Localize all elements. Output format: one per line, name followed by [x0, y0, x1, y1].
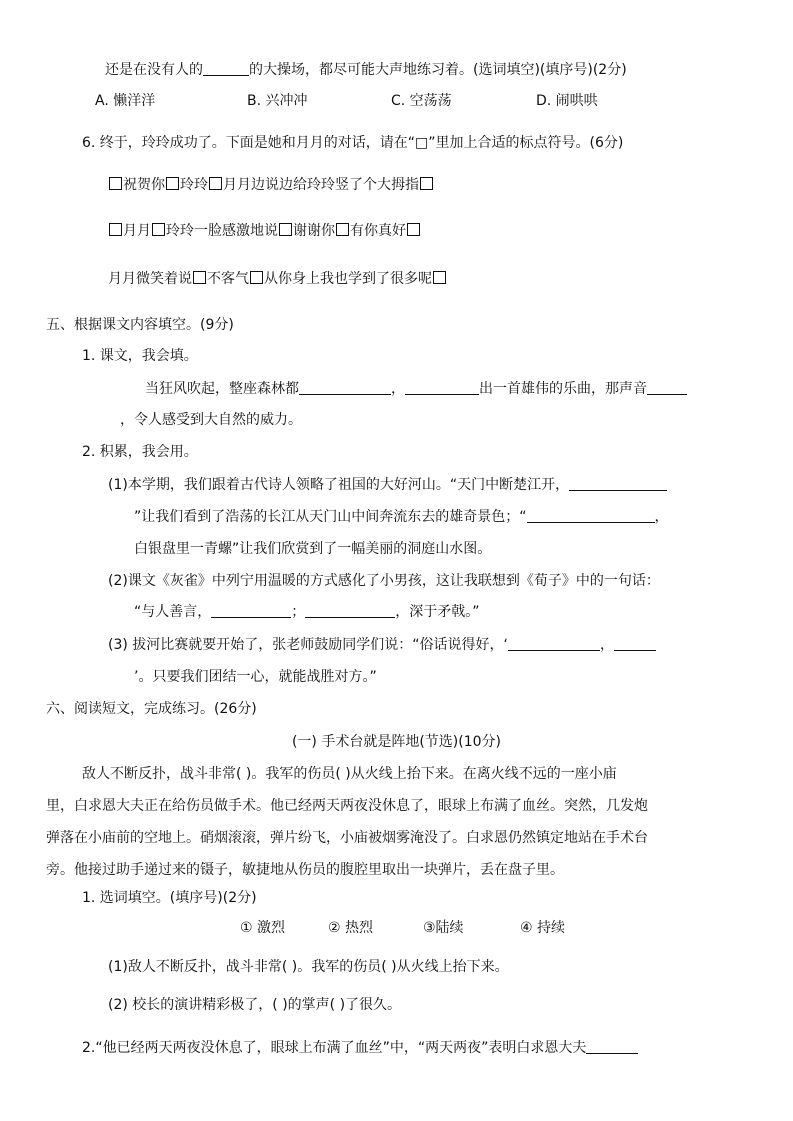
- answer-blank[interactable]: [647, 380, 687, 395]
- sec5-q1-line1: [145, 380, 687, 398]
- q5-blank[interactable]: [203, 61, 249, 76]
- punct-box[interactable]: [407, 223, 420, 236]
- sec6-q1: 1. 选词填空。(填序号)(2分): [82, 890, 257, 906]
- dialogue-text: 有你真好: [350, 223, 406, 239]
- passage-line-2: 里，白求恩大夫正在给伤员做手术。他已经两天两夜没休息了，眼球上布满了血丝。突然，几发炮: [46, 798, 648, 814]
- punct-box[interactable]: [336, 223, 349, 236]
- text: (1)本学期，我们跟着古代诗人领略了祖国的大好河山。“天门中断楚江开，: [108, 477, 570, 493]
- text: ”让我们看到了浩荡的长江从天门山中间奔流东去的雄奇景色；“: [134, 509, 527, 525]
- dialogue-text: 祝贺你: [123, 177, 165, 193]
- answer-blank[interactable]: [305, 603, 395, 618]
- answer-blank[interactable]: [527, 508, 655, 523]
- text: ；: [291, 604, 306, 620]
- text: ，深于矛戟。”: [395, 604, 480, 620]
- dialogue-text: 月月边说边给玲玲竖了个大拇指: [223, 177, 419, 193]
- q5-text-post: 的大操场，都尽可能大声地练习着。(选词填空)(填序号)(2分): [249, 62, 627, 78]
- punct-box[interactable]: [166, 177, 179, 190]
- word-option-3[interactable]: ③陆续: [423, 920, 464, 936]
- sec5-q1-line2: ，令人感受到大自然的威力。: [120, 412, 302, 428]
- punct-box[interactable]: [109, 177, 122, 190]
- answer-blank[interactable]: [211, 603, 291, 618]
- dialogue-text: 月月: [123, 223, 151, 239]
- text: ，: [599, 637, 614, 653]
- punct-box[interactable]: [109, 223, 122, 236]
- section-6-title: 六、阅读短文，完成练习。(26分): [46, 701, 257, 717]
- dialogue-line-1: [108, 176, 434, 194]
- answer-blank[interactable]: [569, 476, 667, 491]
- text: 2.“他已经两天两夜没休息了，眼球上布满了血丝”中，“两天两夜”表明白求恩大夫: [82, 1040, 587, 1056]
- passage-line-4: 旁。他接过助手递过来的镊子，敏捷地从伤员的腹腔里取出一块弹片，丢在盘子里。: [46, 862, 564, 878]
- punct-box[interactable]: [193, 271, 206, 284]
- text: 当狂风吹起，整座森林都: [145, 381, 299, 397]
- sec6-sentence-2: (2) 校长的演讲精彩极了，( )的掌声( )了很久。: [108, 997, 402, 1013]
- sec5-q2: 2. 积累，我会用。: [82, 444, 198, 460]
- answer-blank[interactable]: [586, 1039, 638, 1054]
- word-option-4[interactable]: ④ 持续: [520, 920, 566, 936]
- dialogue-text: 谢谢你: [293, 223, 335, 239]
- dialogue-text: 玲玲: [180, 177, 208, 193]
- sec5-p2-line1: (2)课文《灰雀》中列宁用温暖的方式感化了小男孩，这让我联想到《荀子》中的一句话：: [108, 573, 660, 589]
- passage-title: (一) 手术台就是阵地(节选)(10分): [291, 734, 502, 750]
- sec5-q1: 1. 课文，我会填。: [82, 348, 198, 364]
- punct-box[interactable]: [250, 271, 263, 284]
- punct-box[interactable]: [420, 177, 433, 190]
- sec5-p2-line2: [134, 603, 480, 621]
- word-option-1[interactable]: ① 激烈: [240, 920, 286, 936]
- sec5-p3-line1: [108, 636, 656, 654]
- q5-option-b[interactable]: B. 兴冲冲: [247, 93, 308, 109]
- passage-line-3: 弹落在小庙前的空地上。硝烟滚滚，弹片纷飞，小庙被烟雾淹没了。白求恩仍然镇定地站在手术台: [46, 830, 648, 846]
- passage-line-1: 敌人不断反扑，战斗非常( )。我军的伤员( )从火线上抬下来。在离火线不远的一座小庙: [82, 766, 617, 782]
- q6-question: 6. 终于，玲玲成功了。下面是她和月月的对话，请在“□”里加上合适的标点符号。(6分): [82, 135, 624, 151]
- text: (3) 拔河比赛就要开始了，张老师鼓励同学们说：“俗话说得好，‘: [108, 637, 508, 653]
- sec5-p1-line3: 白银盘里一青螺”让我们欣赏到了一幅美丽的洞庭山水图。: [134, 541, 492, 557]
- punct-box[interactable]: [433, 271, 446, 284]
- dialogue-text: 月月微笑着说: [108, 271, 192, 287]
- dialogue-text: 从你身上我也学到了很多呢: [264, 271, 432, 287]
- dialogue-line-2: [108, 222, 421, 240]
- sec5-p3-line2: ’。只要我们团结一心，就能战胜对方。”: [134, 669, 377, 685]
- answer-blank[interactable]: [508, 636, 600, 651]
- word-option-2[interactable]: ② 热烈: [328, 920, 374, 936]
- punct-box[interactable]: [152, 223, 165, 236]
- q5-option-a[interactable]: A. 懒洋洋: [95, 93, 156, 109]
- answer-blank[interactable]: [405, 380, 479, 395]
- answer-blank[interactable]: [614, 636, 656, 651]
- text: ，: [391, 381, 405, 397]
- punct-box[interactable]: [209, 177, 222, 190]
- sec6-q2: [82, 1039, 638, 1057]
- answer-blank[interactable]: [299, 380, 391, 395]
- section-5-title: 五、根据课文内容填空。(9分): [46, 317, 234, 333]
- dialogue-text: 不客气: [207, 271, 249, 287]
- dialogue-text: 玲玲一脸感激地说: [166, 223, 278, 239]
- text: “与人善言，: [134, 604, 212, 620]
- q5-option-d[interactable]: D. 闹哄哄: [536, 93, 598, 109]
- q5-option-c[interactable]: C. 空荡荡: [391, 93, 452, 109]
- sec6-sentence-1: (1)敌人不断反扑，战斗非常( )。我军的伤员( )从火线上抬下来。: [108, 959, 509, 975]
- sec5-p1-line1: [108, 476, 667, 494]
- text: 出一首雄伟的乐曲，那声音: [479, 381, 647, 397]
- q5-line: [105, 61, 627, 79]
- punct-box[interactable]: [279, 223, 292, 236]
- q5-text-pre: 还是在没有人的: [105, 62, 203, 78]
- sec5-p1-line2: [134, 508, 669, 526]
- dialogue-line-3: [108, 270, 447, 288]
- text: ，: [654, 509, 669, 525]
